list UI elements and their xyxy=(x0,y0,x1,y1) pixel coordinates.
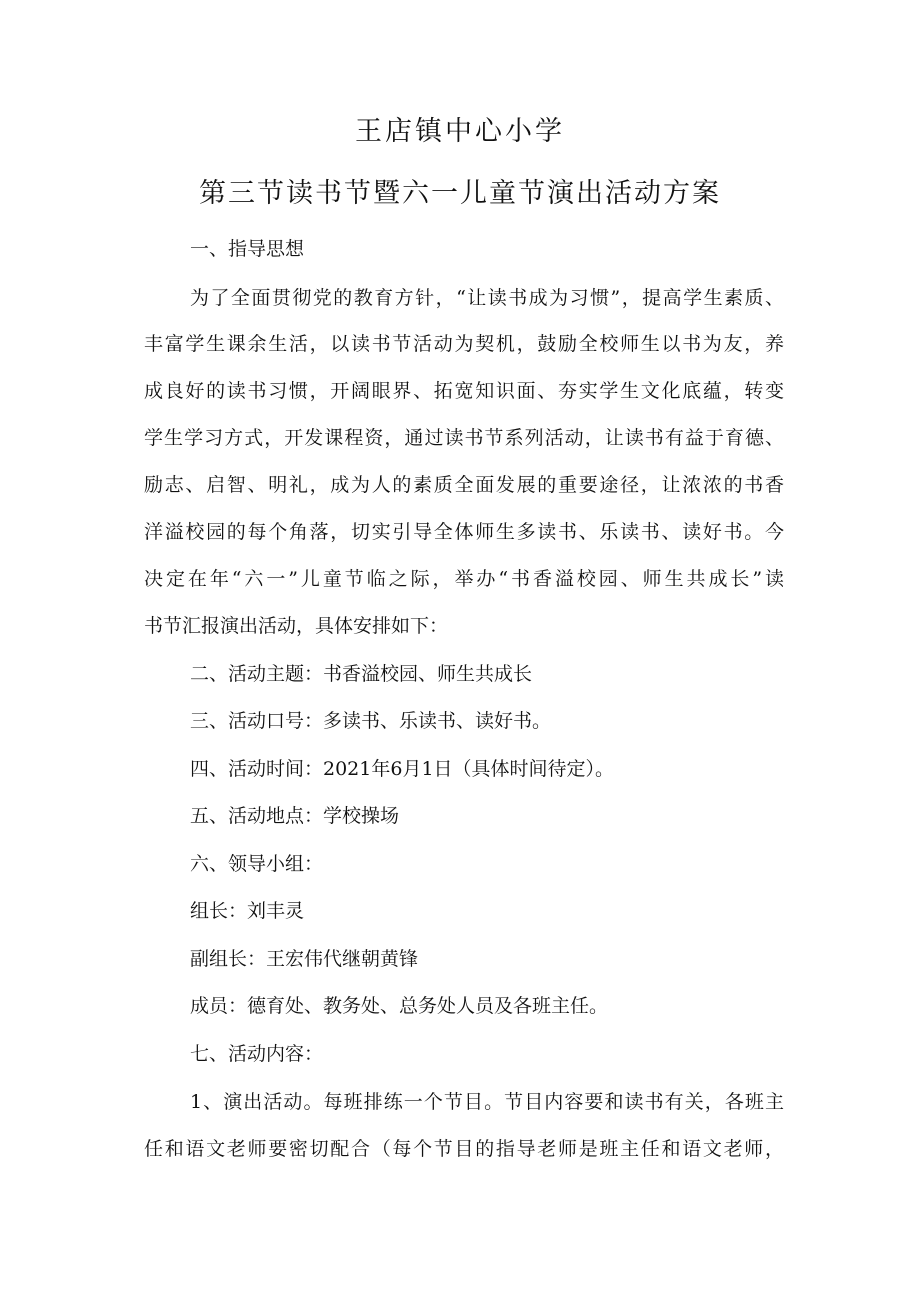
paragraph-7-line: 任和语文老师要密切配合（每个节目的指导老师是班主任和语文老师， xyxy=(144,1138,784,1160)
section-4-time: 四、活动时间：2021年6月1日（具体时间待定）。 xyxy=(190,758,615,780)
document-title: 第三节读书节暨六一儿童节演出活动方案 xyxy=(199,178,721,209)
paragraph-1-line: 丰富学生课余生活，以读书节活动为契机，鼓励全校师生以书为友，养 xyxy=(144,333,784,355)
paragraph-1-line: 成良好的读书习惯，开阔眼界、拓宽知识面、夯实学生文化底蕴，转变 xyxy=(144,380,784,402)
paragraph-1-line: 学生学习方式，开发课程资，通过读书节系列活动，让读书有益于育德、 xyxy=(144,427,784,449)
paragraph-1-line: 洋溢校园的每个角落，切实引导全体师生多读书、乐读书、读好书。今 xyxy=(144,521,784,543)
section-2-theme: 二、活动主题：书香溢校园、师生共成长 xyxy=(190,663,533,685)
section-1-heading: 一、指导思想 xyxy=(190,238,305,260)
section-7-heading: 七、活动内容： xyxy=(190,1043,324,1065)
paragraph-1-line: 励志、启智、明礼，成为人的素质全面发展的重要途径，让浓浓的书香 xyxy=(144,474,784,496)
section-3-slogan: 三、活动口号：多读书、乐读书、读好书。 xyxy=(190,710,552,732)
group-leader: 组长：刘丰灵 xyxy=(190,900,305,922)
paragraph-1-line: 书节汇报演出活动，具体安排如下： xyxy=(144,615,449,637)
section-5-location: 五、活动地点：学校操场 xyxy=(190,805,400,827)
vice-group-leader: 副组长：王宏伟代继朝黄锋 xyxy=(190,948,419,970)
section-6-heading: 六、领导小组： xyxy=(190,853,324,875)
group-members: 成员：德育处、教务处、总务处人员及各班主任。 xyxy=(190,995,609,1017)
paragraph-1-line: 为了全面贯彻党的教育方针，“让读书成为习惯”，提高学生素质、 xyxy=(190,287,784,309)
school-name: 王店镇中心小学 xyxy=(355,116,565,147)
paragraph-7-line: 1、演出活动。每班排练一个节目。节目内容要和读书有关，各班主 xyxy=(190,1091,784,1113)
paragraph-1-line: 决定在年“六一”儿童节临之际，举办“书香溢校园、师生共成长”读 xyxy=(144,568,784,590)
